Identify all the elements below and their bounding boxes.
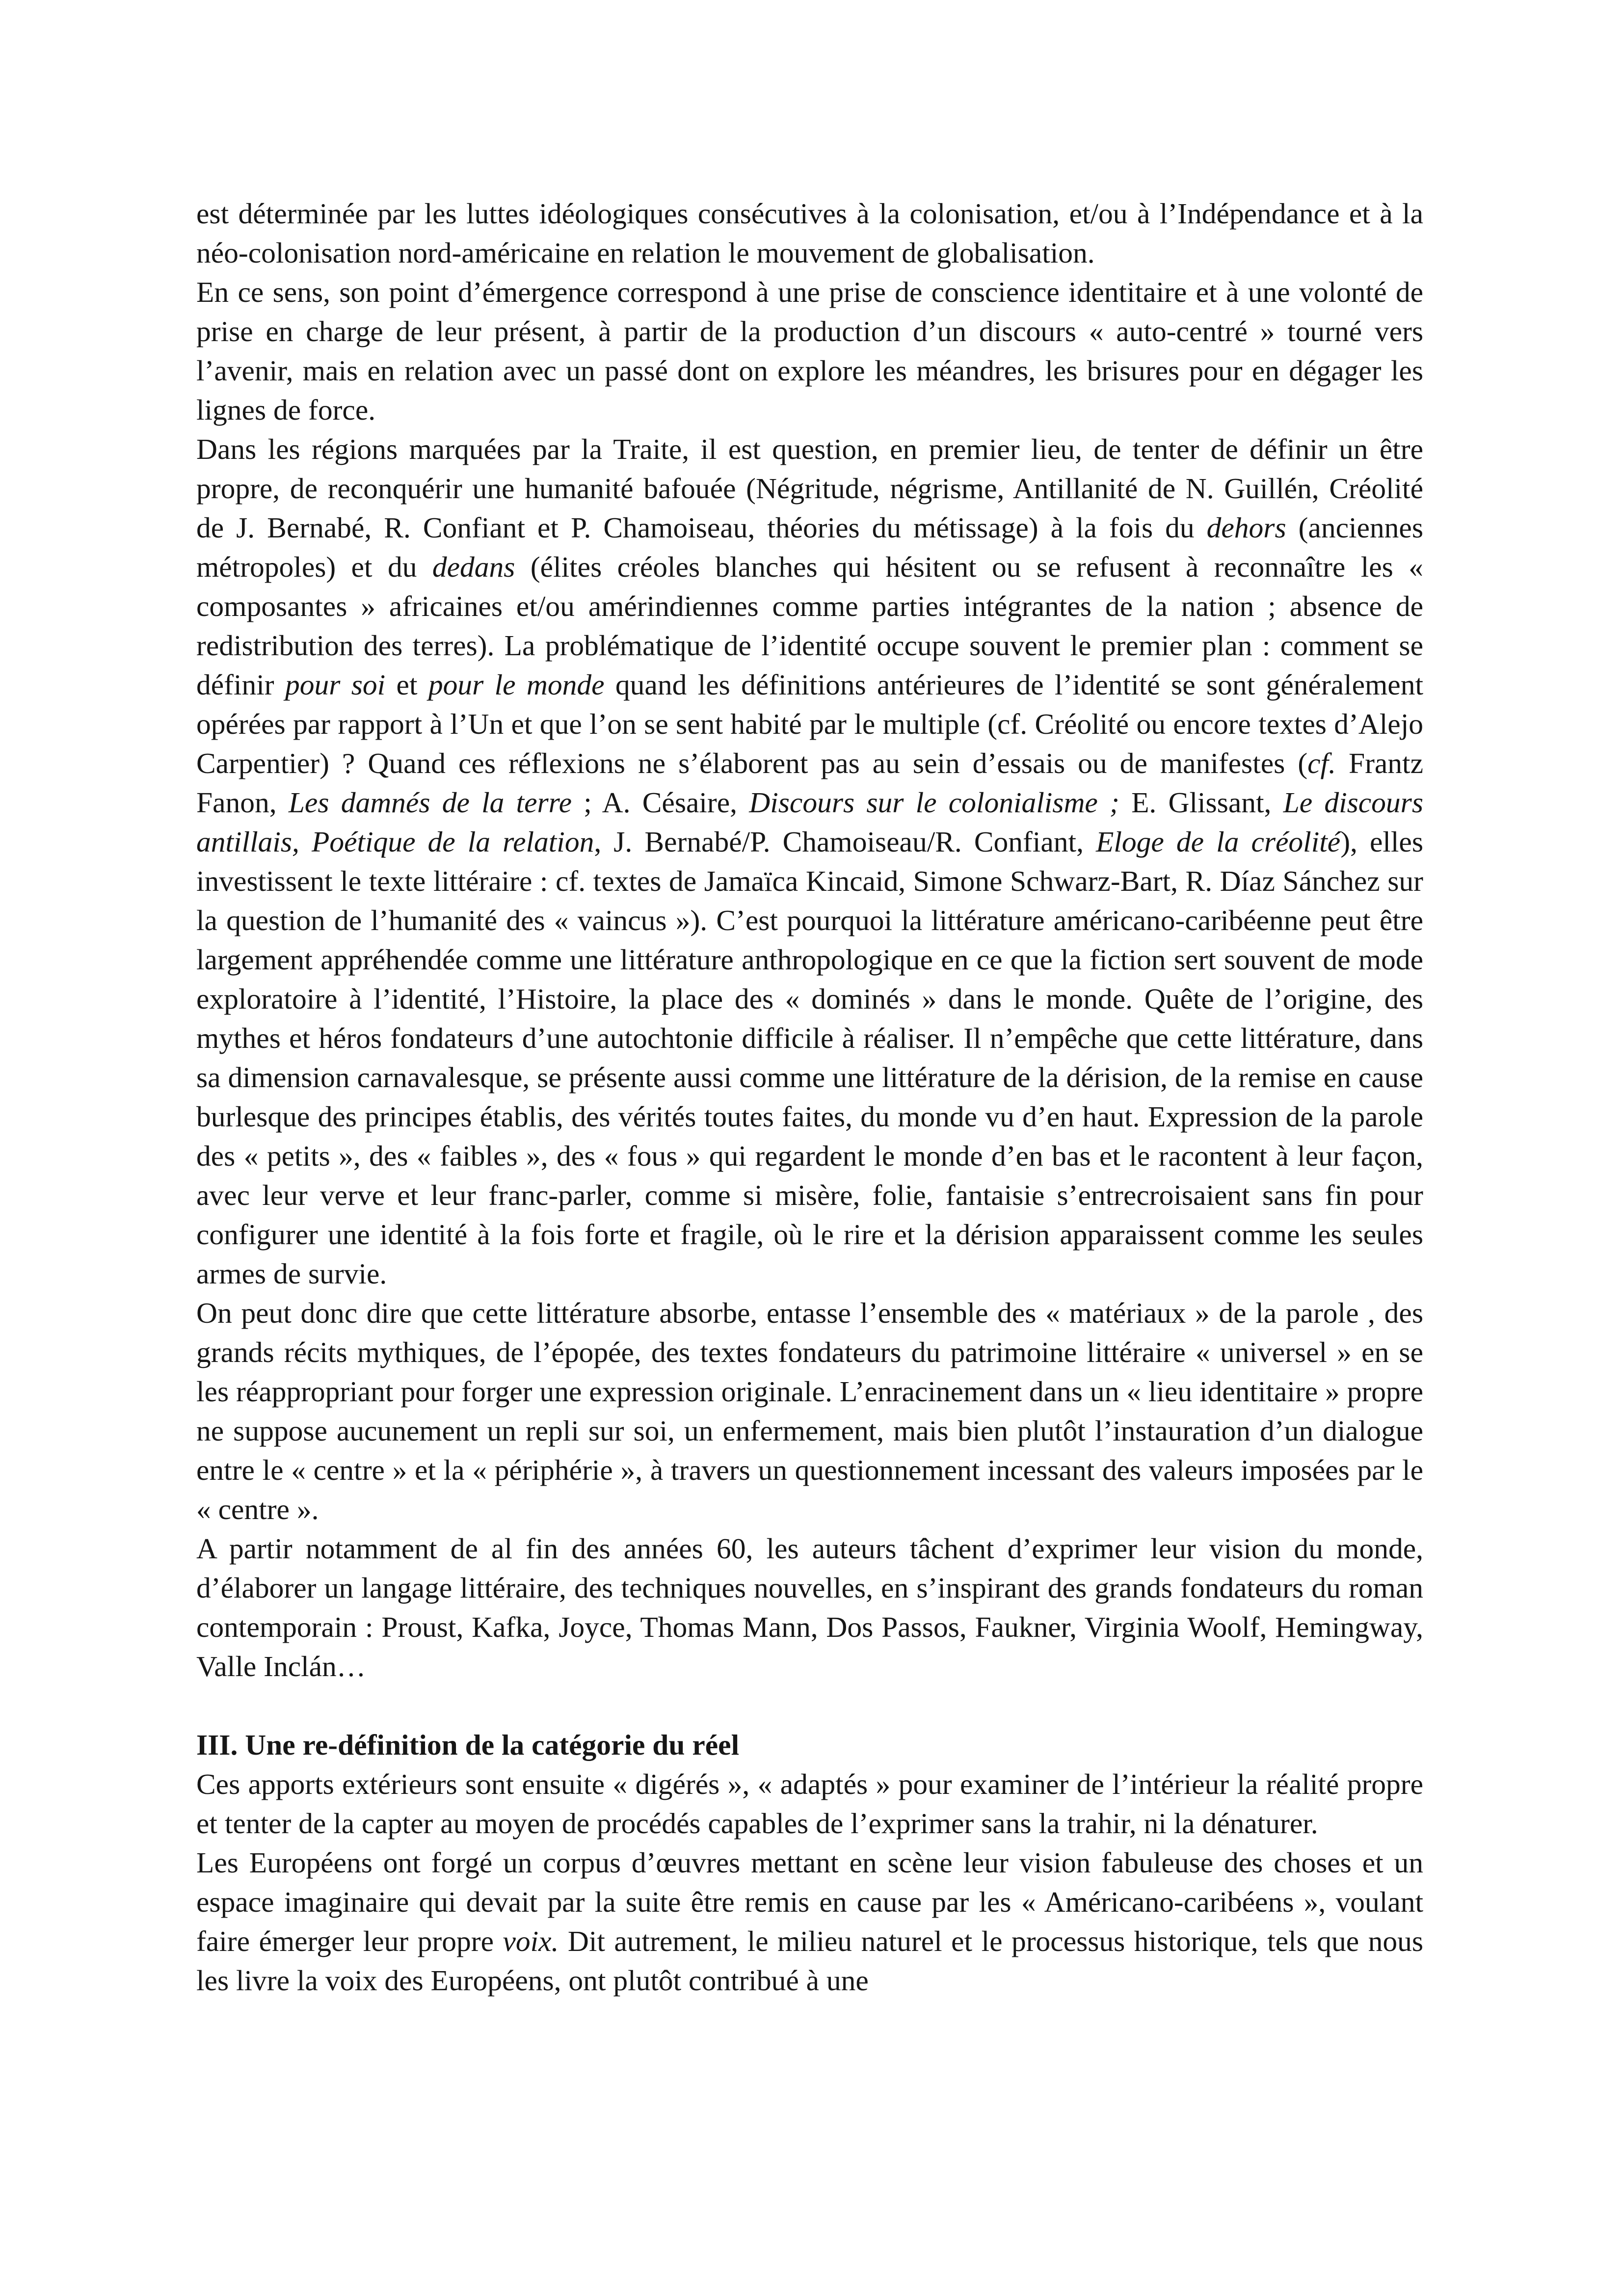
paragraph: [196, 429, 1423, 1293]
italic-text: voix.: [503, 1925, 559, 1957]
text-run: Dit autrement, le milieu naturel et le processus historique, tels que nous les livre la voix des Européens, ont plutôt contribué à une: [196, 1925, 1423, 1997]
italic-text: dehors: [1206, 511, 1286, 544]
text-run: quand les définitions antérieures de l’identité se sont généralement opérées par rapport à l’Un et que l’on se sent habité par le multiple (cf. Créolité ou encore textes d’Alejo Carpentier) ? Quand ces réflexions ne s’élaborent pas au sein d’essais ou de manifestes (: [196, 668, 1423, 779]
text-run: Les Européens ont forgé un corpus d’œuvres mettant en scène leur vision fabuleuse des choses et un espace imaginaire qui devait par la suite être remis en cause par les « Américano-caribéens », voulant faire émerger leur propre: [196, 1846, 1423, 1957]
paragraph: En ce sens, son point d’émergence correspond à une prise de conscience identitaire et à une volonté de prise en charge de leur présent, à partir de la production d’un discours « auto-centré » tourné vers l’avenir, mais en relation avec un passé dont on explore les méandres, les brisures pour en dégager les lignes de force.: [196, 276, 1423, 426]
paragraph: A partir notamment de al fin des années 60, les auteurs tâchent d’exprimer leur vision du monde, d’élaborer un langage littéraire, des techniques nouvelles, en s’inspirant des grands fondateurs du roman contemporain : Proust, Kafka, Joyce, Thomas Mann, Dos Passos, Faukner, Virginia Woolf, Hemingway, Valle Inclán…: [196, 1532, 1423, 1682]
text-run: Frantz Fanon,: [196, 747, 1423, 819]
italic-text: pour soi: [285, 668, 386, 701]
italic-text: dedans: [432, 551, 515, 583]
paragraph: est déterminée par les luttes idéologiques consécutives à la colonisation, et/ou à l’Indépendance et à la néo-colonisation nord-américaine en relation le mouvement de globalisation.: [196, 197, 1423, 269]
section-heading: III. Une re-définition de la catégorie du réel: [196, 1729, 740, 1761]
text-run: Dans les régions marquées par la Traite, il est question, en premier lieu, de tenter de définir un être propre, de reconquérir une humanité bafouée (Négritude, négrisme, Antillanité de N. Guillén, Créolité de J. Bernabé, R. Confiant et P. Chamoiseau, théories du métissage) à la fois du: [196, 433, 1423, 544]
book-title: Le discours antillais, Poétique de la relation: [196, 786, 1423, 858]
text-run: (anciennes métropoles) et du: [196, 511, 1424, 583]
italic-text: pour le monde: [428, 668, 605, 701]
paragraph: [196, 1843, 1423, 2000]
book-title: Discours sur le colonialisme ;: [749, 786, 1119, 819]
text-run: (élites créoles blanches qui hésitent ou se refusent à reconnaître les « composantes » africaines et/ou amérindiennes comme parties intégrantes de la nation ; absence de redistribution des terres). La problématique de l’identité occupe souvent le premier plan : comment se définir: [196, 551, 1423, 701]
text-run: ), elles investissent le texte littéraire : cf. textes de Jamaïca Kincaid, Simone Schwarz-Bart, R. Díaz Sánchez sur la question de l’humanité des « vaincus »). C’est pourquoi la littérature américano-caribéenne peut être largement appréhendée comme une littérature anthropologique en ce que la fiction sert souvent de mode exploratoire à l’identité, l’Histoire, la place des « dominés » dans le monde. Quête de l’origine, des mythes et héros fondateurs d’une autochtonie difficile à réaliser. Il n’empêche que cette littérature, dans sa dimension carnavalesque, se présente aussi comme une littérature de la dérision, de la remise en cause burlesque des principes établis, des vérités toutes faites, du monde vu d’en haut. Expression de la parole des « petits », des « faibles », des « fous » qui regardent le monde d’en bas et le racontent à leur façon, avec leur verve et leur franc-parler, comme si misère, folie, fantaisie s’entrecroisaient sans fin pour configurer une identité à la fois forte et fragile, où le rire et la dérision apparaissent comme les seules armes de survie.: [196, 826, 1423, 1290]
spacer: [196, 1686, 1423, 1725]
book-title: Les damnés de la terre: [288, 786, 572, 819]
text-run: et: [385, 668, 428, 701]
text-run: , J. Bernabé/P. Chamoiseau/R. Confiant,: [594, 826, 1096, 858]
book-title: Eloge de la créolité: [1096, 826, 1341, 858]
italic-text: cf.: [1307, 747, 1336, 779]
document-page: [196, 194, 1423, 2000]
paragraph: Ces apports extérieurs sont ensuite « digérés », « adaptés » pour examiner de l’intérieur la réalité propre et tenter de la capter au moyen de procédés capables de l’exprimer sans la trahir, ni la dénaturer.: [196, 1768, 1423, 1840]
paragraph: On peut donc dire que cette littérature absorbe, entasse l’ensemble des « matériaux » de la parole , des grands récits mythiques, de l’épopée, des textes fondateurs du patrimoine littéraire « universel » en se les réappropriant pour forger une expression originale. L’enracinement dans un « lieu identitaire » propre ne suppose aucunement un repli sur soi, un enfermement, mais bien plutôt l’instauration d’un dialogue entre le « centre » et la « périphérie », à travers un questionnement incessant des valeurs imposées par le « centre ».: [196, 1297, 1423, 1525]
text-run: ; A. Césaire,: [572, 786, 749, 819]
text-run: E. Glissant,: [1119, 786, 1283, 819]
